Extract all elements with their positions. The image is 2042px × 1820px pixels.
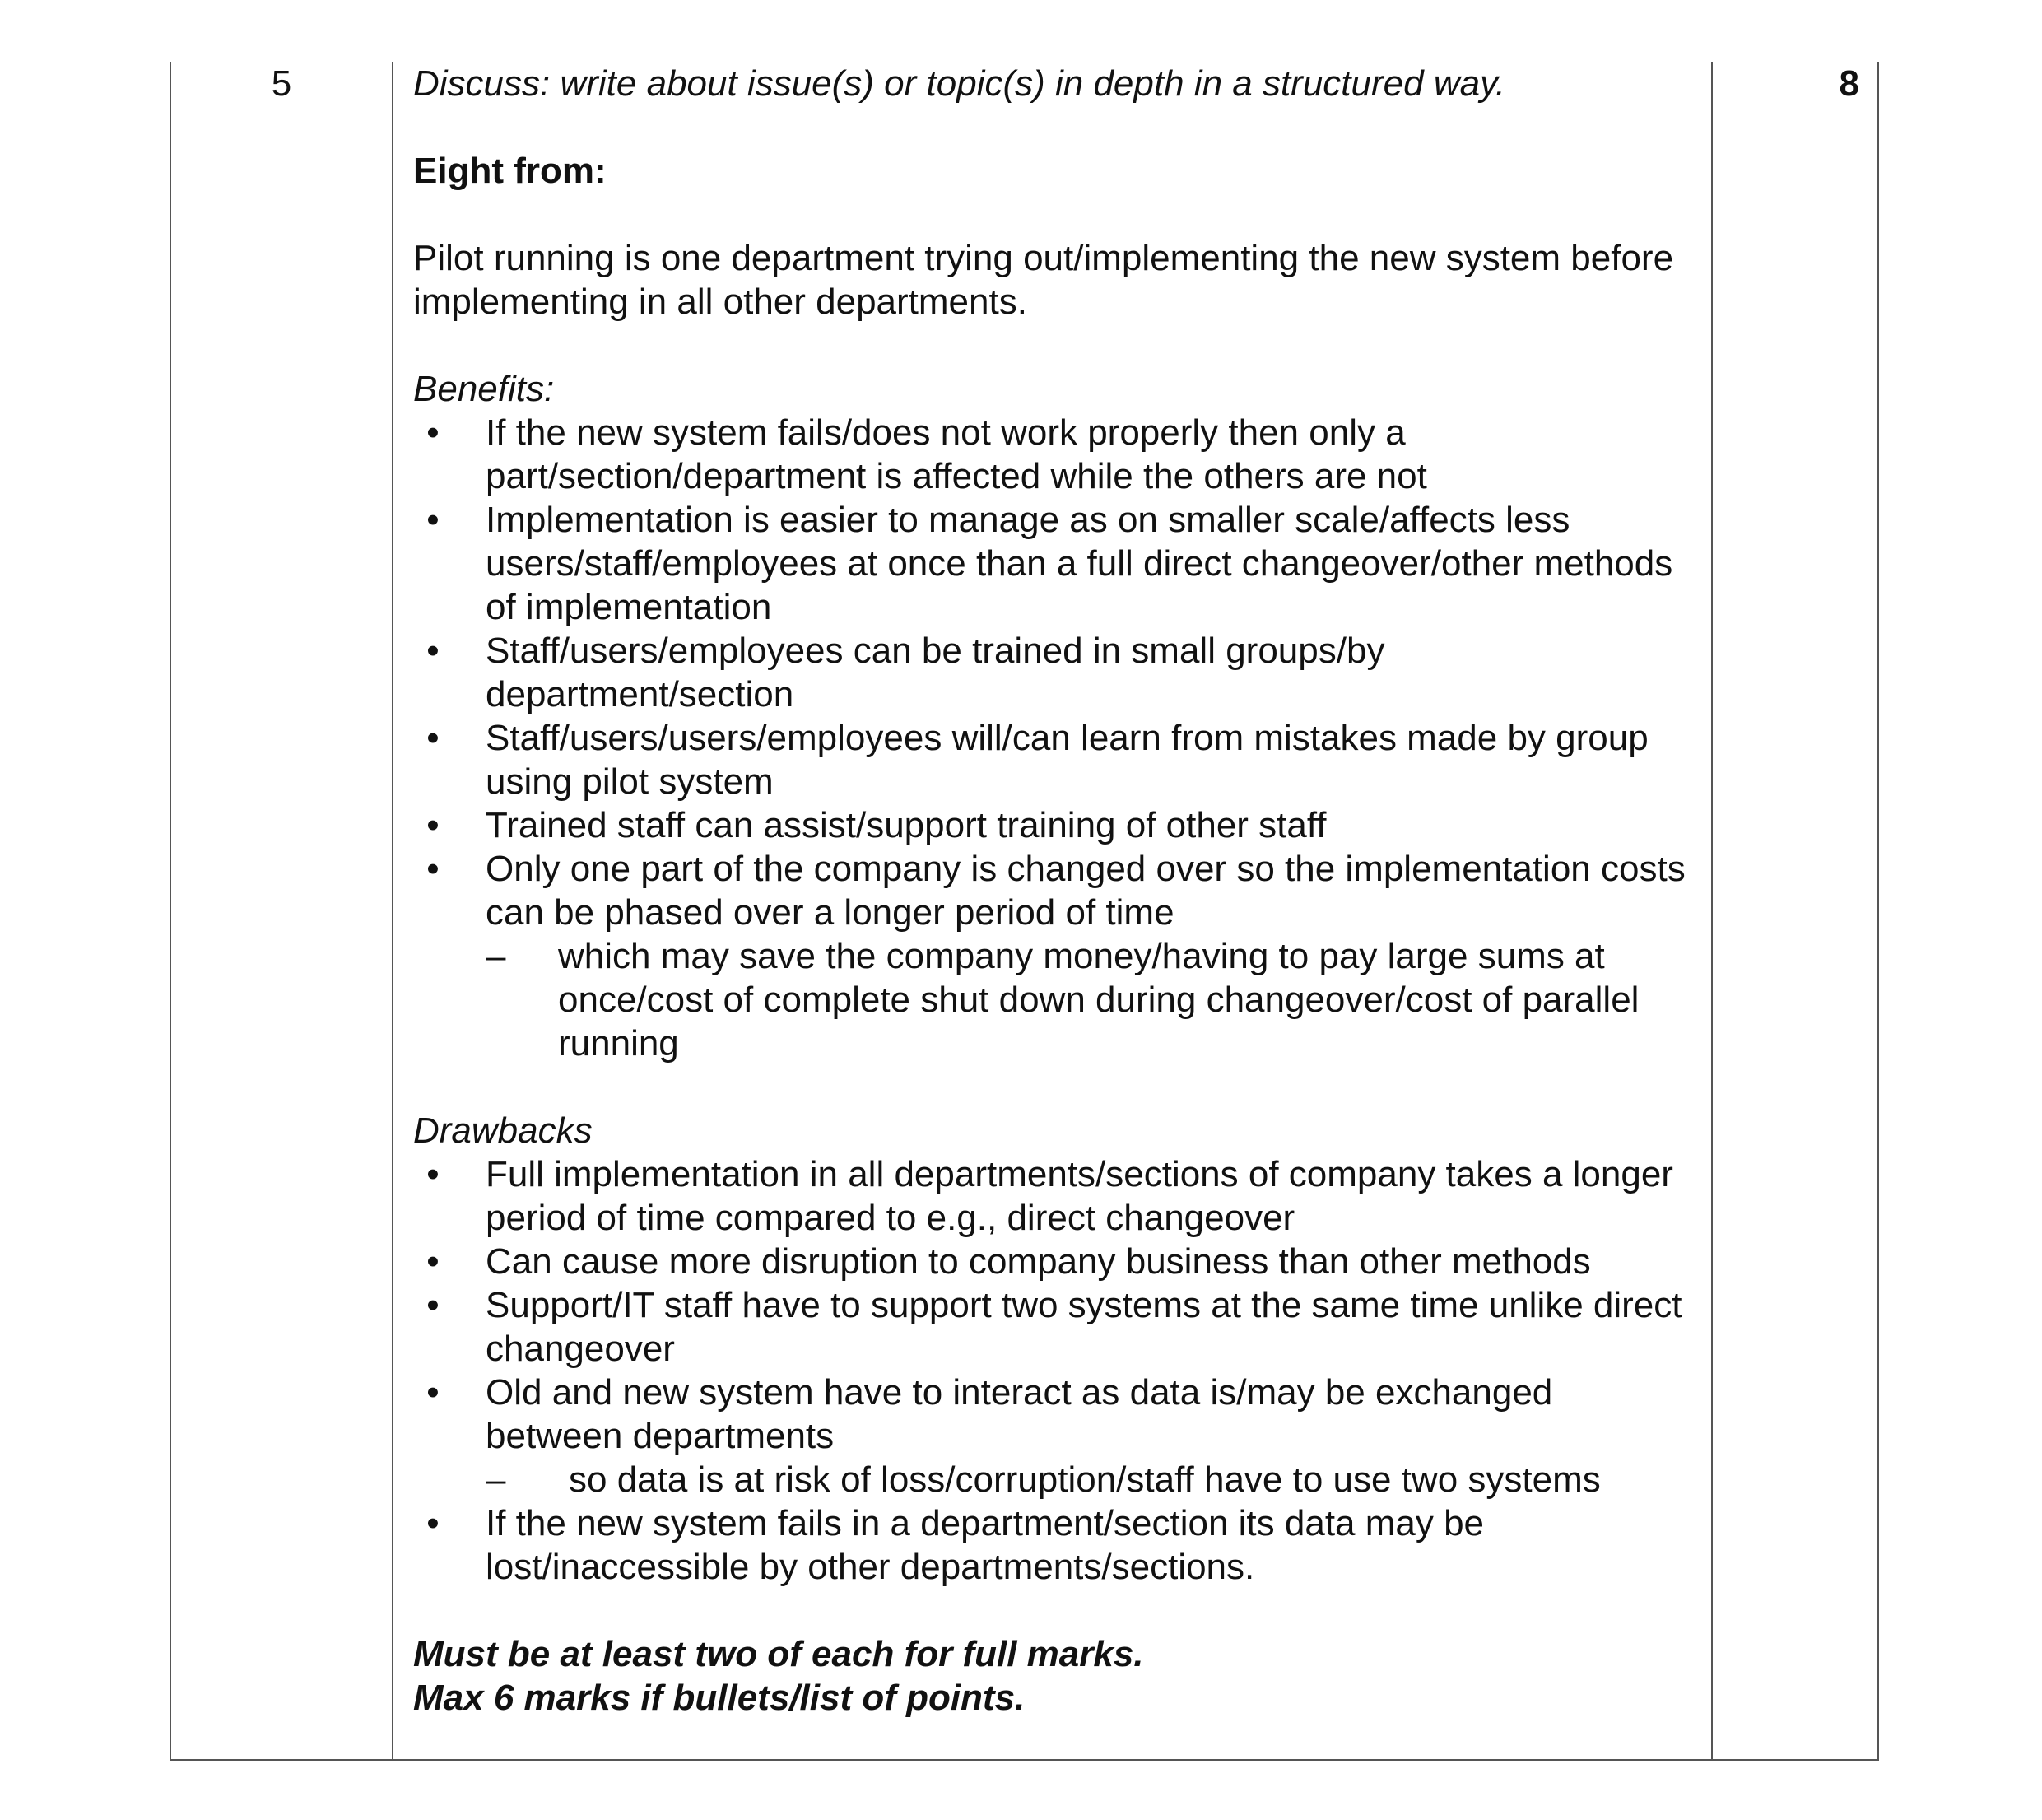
- list-item: • Staff/users/employees can be trained in small groups/by department/section: [413, 629, 1697, 716]
- list-item: • If the new system fails/does not work properly then only a part/section/department is affected while the others are not: [413, 411, 1697, 498]
- heading-text: Eight from:: [413, 151, 607, 191]
- question-number: 5: [271, 63, 292, 104]
- bullet-icon: •: [426, 1372, 440, 1413]
- intro-text: Pilot running is one department trying out/implementing the new system before implementing in all other departments.: [413, 238, 1674, 322]
- column-divider: [392, 62, 393, 1759]
- mark-scheme-table: [170, 62, 1879, 1761]
- sub-list-item: – so data is at risk of loss/corruption/staff have to use two systems: [486, 1459, 1601, 1500]
- benefits-list: [413, 411, 1697, 1065]
- list-item: • If the new system fails in a department/section its data may be lost/inaccessible by other departments/sections.: [413, 1501, 1697, 1589]
- bullet-icon: •: [426, 412, 440, 453]
- bullet-icon: •: [426, 849, 440, 889]
- bullet-icon: •: [426, 1154, 440, 1194]
- note-full-marks: Must be at least two of each for full marks.: [413, 1634, 1144, 1674]
- dash-icon: –: [486, 936, 506, 976]
- bullet-icon: •: [426, 631, 440, 671]
- drawbacks-label: Drawbacks: [413, 1110, 593, 1151]
- list-item: • Full implementation in all departments/sections of company takes a longer period of time compared to e.g., direct changeover: [413, 1152, 1697, 1240]
- drawbacks-list: [413, 1152, 1697, 1589]
- bullet-icon: •: [426, 805, 440, 845]
- instruction-text: Discuss: write about issue(s) or topic(s) in depth in a structured way.: [413, 63, 1506, 104]
- dash-icon: –: [486, 1459, 506, 1500]
- answer-guidance: [413, 62, 1697, 1720]
- list-item: • Can cause more disruption to company business than other methods: [413, 1240, 1697, 1283]
- marks-value: 8: [1839, 63, 1859, 104]
- bullet-icon: •: [426, 718, 440, 758]
- list-item: • Staff/users/users/employees will/can learn from mistakes made by group using pilot system: [413, 716, 1697, 803]
- note-max-marks: Max 6 marks if bullets/list of points.: [413, 1678, 1026, 1718]
- bullet-icon: •: [426, 1241, 440, 1282]
- list-item: • Support/IT staff have to support two systems at the same time unlike direct changeover: [413, 1283, 1697, 1371]
- sub-list-item: – which may save the company money/having to pay large sums at once/cost of complete shut down during changeover/cost of parallel running: [486, 936, 1640, 1064]
- column-divider: [1711, 62, 1713, 1759]
- list-item: • Only one part of the company is changed over so the implementation costs can be phased over a longer period of time – which may save the company money/having to pay large sums at once/cost of complete shut down during changeover/cost of parallel running: [413, 847, 1697, 1065]
- list-item: • Implementation is easier to manage as on smaller scale/affects less users/staff/employees at once than a full direct changeover/other methods of implementation: [413, 498, 1697, 629]
- bullet-icon: •: [426, 500, 440, 540]
- list-item: • Trained staff can assist/support training of other staff: [413, 803, 1697, 847]
- list-item: • Old and new system have to interact as data is/may be exchanged between departments – so data is at risk of loss/corruption/staff have to use two systems: [413, 1371, 1697, 1501]
- bullet-icon: •: [426, 1503, 440, 1543]
- bullet-icon: •: [426, 1285, 440, 1325]
- benefits-label: Benefits:: [413, 369, 555, 409]
